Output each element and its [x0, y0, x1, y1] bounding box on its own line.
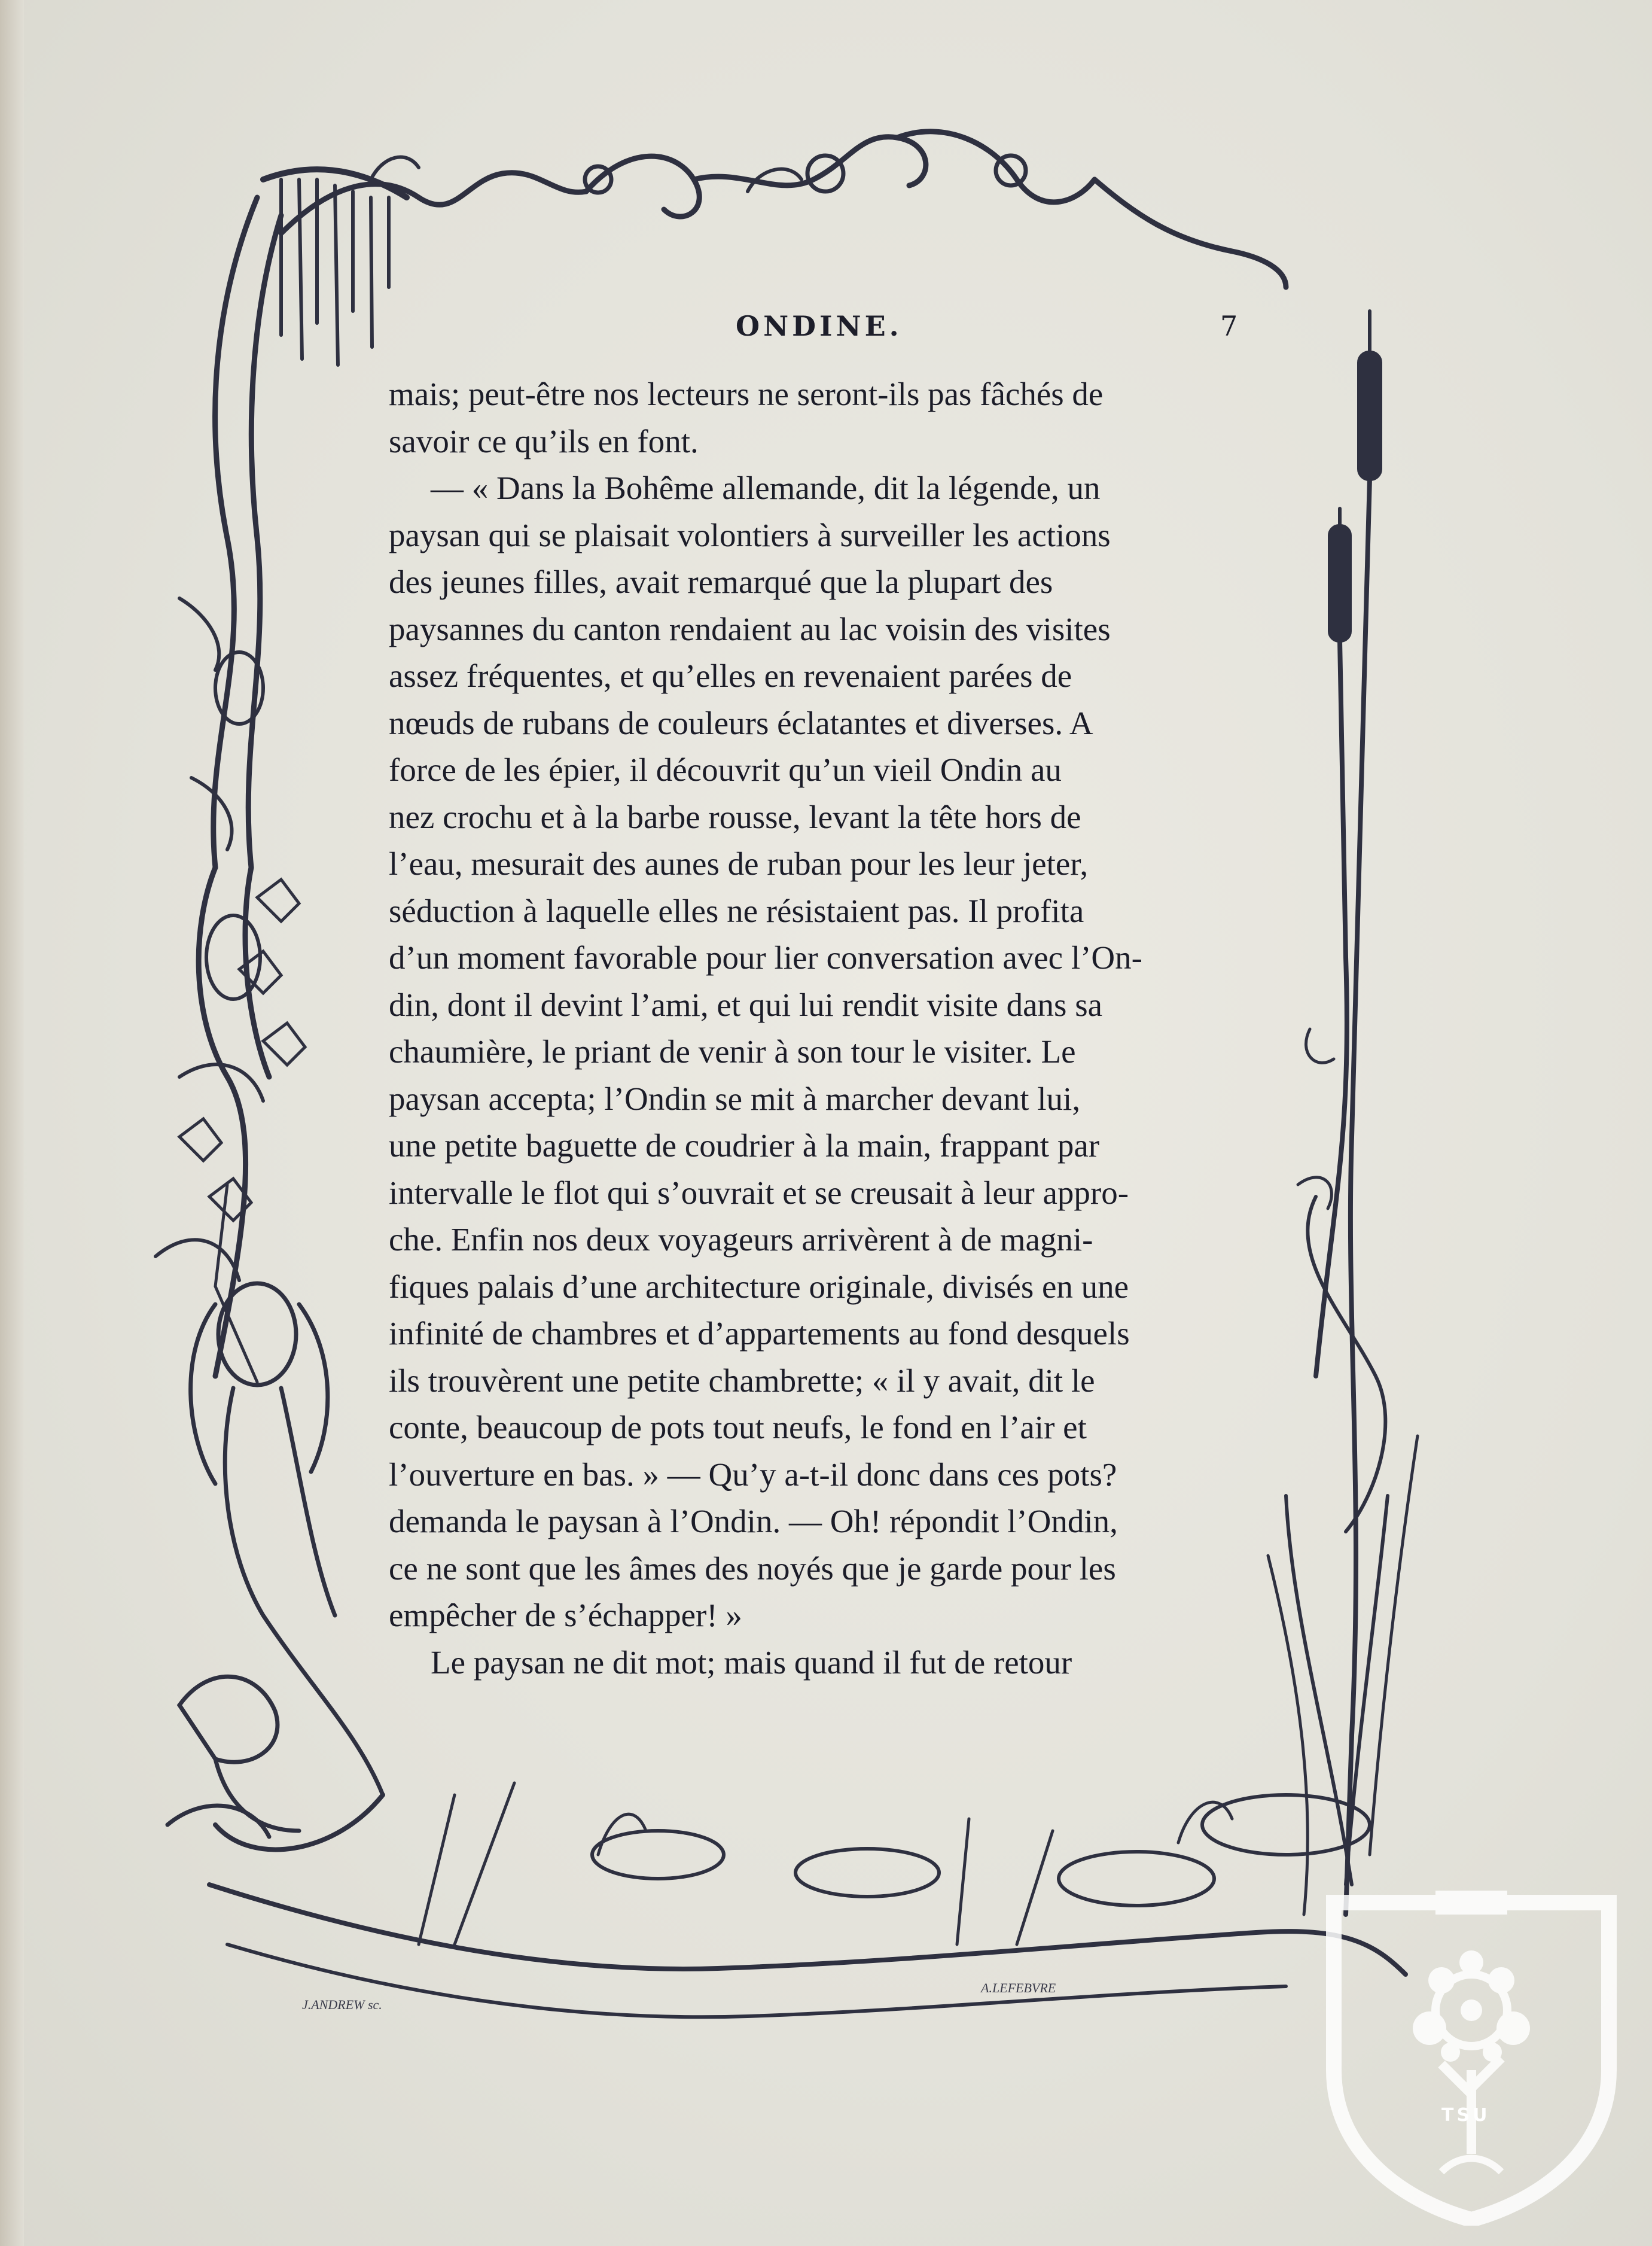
text-line: infinité de chambres et d’appartements au fond desquels	[389, 1315, 1130, 1352]
text-line: force de les épier, il découvrit qu’un vieil Ondin au	[389, 751, 1062, 788]
cattail-reeds-icon	[1268, 311, 1418, 1915]
text-line: d’un moment favorable pour lier conversation avec l’On-	[389, 939, 1142, 976]
text-line: che. Enfin nos deux voyageurs arrivèrent à de magni-	[389, 1221, 1093, 1258]
page-number: 7	[1220, 310, 1238, 342]
text-line: une petite baguette de coudrier à la main, frappant par	[389, 1127, 1100, 1164]
text-line: savoir ce qu’ils en font.	[389, 422, 699, 459]
tree-shield-icon	[1322, 1891, 1621, 2226]
text-line: paysannes du canton rendaient au lac voisin des visites	[389, 610, 1111, 647]
text-line: l’ouverture en bas. » — Qu’y a-t-il donc dans ces pots?	[389, 1456, 1117, 1493]
text-line: des jeunes filles, avait remarqué que la plupart des	[389, 564, 1053, 600]
text-line: ce ne sont que les âmes des noyés que je garde pour les	[389, 1550, 1116, 1587]
engraver-signature-left: J.ANDREW sc.	[302, 1997, 382, 2012]
text-line: paysan qui se plaisait volontiers à surveiller les actions	[389, 516, 1111, 553]
text-line: mais; peut-être nos lecteurs ne seront-ils pas fâchés de	[389, 376, 1104, 412]
running-head-title: ONDINE.	[736, 310, 903, 342]
text-line: empêcher de s’échapper! »	[389, 1597, 742, 1633]
text-line: din, dont il devint l’ami, et qui lui rendit visite dans sa	[389, 986, 1103, 1023]
watermark-label: TSU	[1441, 2105, 1491, 2126]
text-line: paysan accepta; l’Ondin se mit à marcher devant lui,	[389, 1080, 1081, 1117]
lily-flower-icon	[167, 1676, 299, 1837]
text-line: demanda le paysan à l’Ondin. — Oh! répondit l’Ondin,	[389, 1503, 1118, 1539]
text-line: l’eau, mesurait des aunes de ruban pour les leur jeter,	[389, 845, 1089, 882]
text-line: nez crochu et à la barbe rousse, levant la tête hors de	[389, 798, 1081, 835]
text-line: Le paysan ne dit mot; mais quand il fut de retour	[431, 1644, 1072, 1681]
drapery-icon	[263, 169, 407, 365]
text-line: assez fréquentes, et qu’elles en revenaient parées de	[389, 658, 1072, 694]
text-line: fiques palais d’une architecture originale, divisés en une	[389, 1268, 1129, 1305]
water-nymph-figure	[191, 1185, 383, 1849]
text-line: conte, beaucoup de pots tout neufs, le fond en l’air et	[389, 1409, 1087, 1445]
engraver-signature-right: A.LEFEBVRE	[981, 1980, 1056, 1995]
rococo-scroll-ornament	[281, 132, 1286, 287]
body-text	[389, 371, 1238, 1686]
text-line: intervalle le flot qui s’ouvrait et se creusait à leur appro-	[389, 1174, 1129, 1211]
water-plants-ornament	[209, 1783, 1406, 2017]
text-line: nœuds de rubans de couleurs éclatantes et diverses. A	[389, 704, 1093, 741]
left-column-ornament	[156, 197, 281, 1376]
text-line: — « Dans la Bohême allemande, dit la légende, un	[431, 470, 1101, 506]
text-line: ils trouvèrent une petite chambrette; « il y avait, dit le	[389, 1362, 1095, 1399]
text-line: séduction à laquelle elles ne résistaient pas. Il profita	[389, 892, 1084, 929]
text-line: chaumière, le priant de venir à son tour le visiter. Le	[389, 1033, 1076, 1070]
